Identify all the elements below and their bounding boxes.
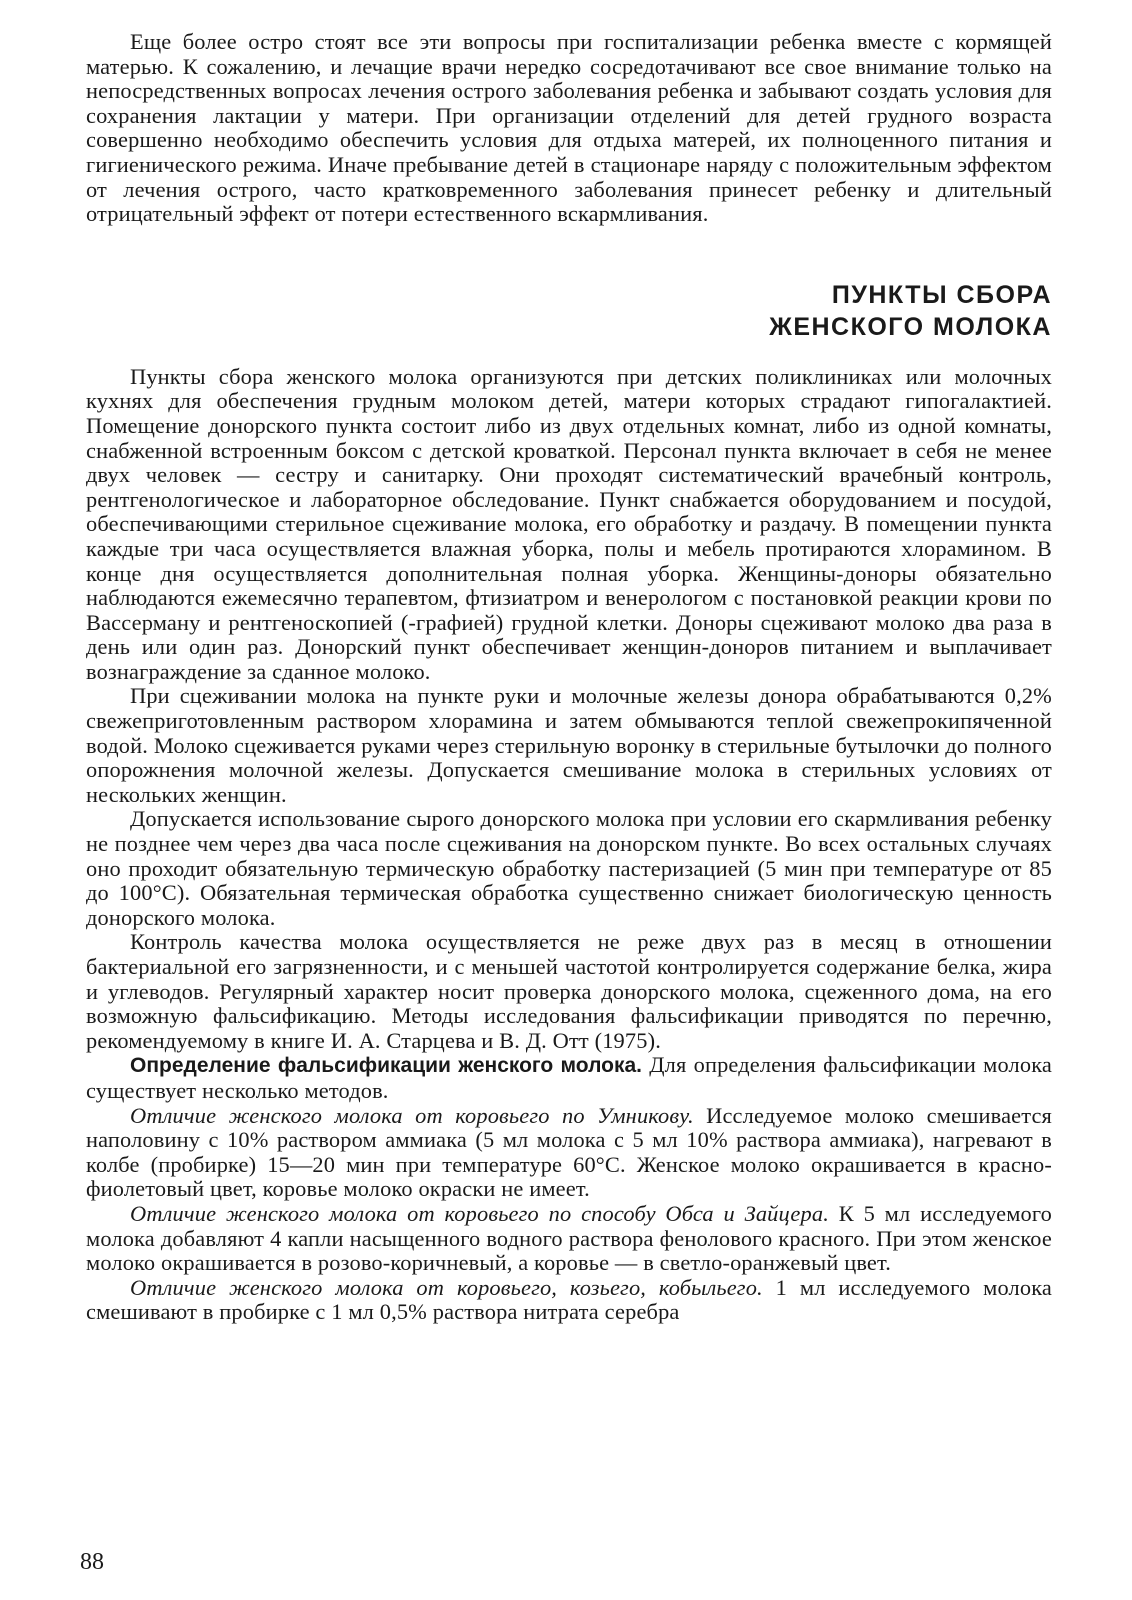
section-heading-line-2: ЖЕНСКОГО МОЛОКА [769, 312, 1052, 341]
silver-nitrate-method-text: 1 мл исследуемого молока смешивают в пробирке с 1 мл 0,5% раствора нитрата серебра [86, 1274, 1052, 1325]
silver-nitrate-method-title: Отличие женского молока от коровьего, козьего, кобыльего. [130, 1274, 763, 1300]
paragraph-quality-control: Контроль качества молока осуществляется не реже двух раз в месяц в отношении бактериальной его загрязненности, и с меньшей частотой контролируется содержание белка, жира и углеводов. Регулярный характер носит проверка донорского молока, сцеженного дома, на его возможную фальсификацию. Методы исследования фальсификации приводятся по перечню, рекомендуемому в книге И. А. Старцева и В. Д. Отт (1975). [86, 929, 1052, 1053]
falsification-title: Определение фальсификации женского молока. [130, 1054, 642, 1078]
paragraph-raw-milk-use: Допускается использование сырого донорского молока при условии его скармливания ребенку не позднее чем через два часа после сцеживания на донорском пункте. Во всех остальных случаях оно проходит обязательную термическую обработку пастеризацией (5 мин при температуре от 85 до 100°С). Обязательная термическая обработка существенно снижает биологическую ценность донорского молока. [86, 806, 1052, 930]
obs-zaitser-method-text: К 5 мл исследуемого молока добавляют 4 капли насыщенного водного раствора фенолового красного. При этом женское молоко окрашивается в розово-коричневый, а коровье — в светло-оранжевый цвет. [86, 1200, 1052, 1276]
paragraph-falsification-methods [86, 1053, 1052, 1103]
paragraph-umnikov-method [86, 1104, 1052, 1202]
paragraph-expression-procedure: При сцеживании молока на пункте руки и молочные железы донора обрабатываются 0,2% свежеприготовленным раствором хлорамина и затем обмываются теплой свежепрокипяченной водой. Молоко сцеживается руками через стерильную воронку в стерильные бутылочки до полного опорожнения молочной железы. Допускается смешивание молока в стерильных условиях от нескольких женщин. [86, 683, 1052, 807]
paragraph-obs-zaitser-method [86, 1202, 1052, 1276]
intro-paragraph: Еще более остро стоят все эти вопросы при госпитализации ребенка вместе с кормящей матерью. К сожалению, и лечащие врачи нередко сосредотачивают все свое внимание только на непосредственных вопросах лечения острого заболевания ребенка и забывают создать условия для сохранения лактации у матери. При организации отделений для детей грудного возраста совершенно необходимо обеспечить условия для отдыха матерей, их полноценного питания и гигиенического режима. Иначе пребывание детей в стационаре наряду с положительным эффектом от лечения острого, часто кратковременного заболевания принесет ребенку и длительный отрицательный эффект от потери естественного вскармливания. [86, 29, 1052, 227]
paragraph-silver-nitrate-method [86, 1276, 1052, 1325]
section-heading [86, 279, 1052, 343]
umnikov-method-title: Отличие женского молока от коровьего по Умникову. [130, 1102, 694, 1128]
section-heading-line-1: ПУНКТЫ СБОРА [831, 280, 1052, 309]
umnikov-method-text: Исследуемое молоко смешивается наполовину с 10% раствором аммиака (5 мл молока с 5 мл 10% раствора аммиака), нагревают в колбе (пробирке) 15—20 мин при температуре 60°С. Женское молоко окрашивается в красно-фиолетовый цвет, коровье молоко окраски не имеет. [86, 1102, 1052, 1202]
obs-zaitser-method-title: Отличие женского молока от коровьего по способу Обса и Зайцера. [130, 1200, 829, 1226]
page-number: 88 [80, 1549, 104, 1575]
falsification-text: Для определения фальсификации молока существует несколько методов. [86, 1052, 1052, 1103]
paragraph-collection-points: Пункты сбора женского молока организуются при детских поликлиниках или молочных кухнях для обеспечения грудным молоком детей, матери которых страдают гипогалактией. Помещение донорского пункта состоит либо из двух отдельных комнат, либо из одной комнаты, снабженной встроенным боксом с детской кроваткой. Персонал пункта включает в себя не менее двух человек — сестру и санитарку. Они проходят систематический врачебный контроль, рентгенологическое и лабораторное обследование. Пункт снабжается оборудованием и посудой, обеспечивающими стерильное сцеживание молока, его обработку и раздачу. В помещении пункта каждые три часа осуществляется влажная уборка, полы и мебель протираются хлорамином. В конце дня осуществляется дополнительная полная уборка. Женщины-доноры обязательно наблюдаются ежемесячно терапевтом, фтизиатром и венерологом с постановкой реакции крови по Вассерману и рентгеноскопией (-графией) грудной клетки. Доноры сцеживают молоко два раза в день или один раз. Донорский пункт обеспечивает женщин-доноров питанием и выплачивает вознаграждение за сданное молоко. [86, 363, 1052, 684]
